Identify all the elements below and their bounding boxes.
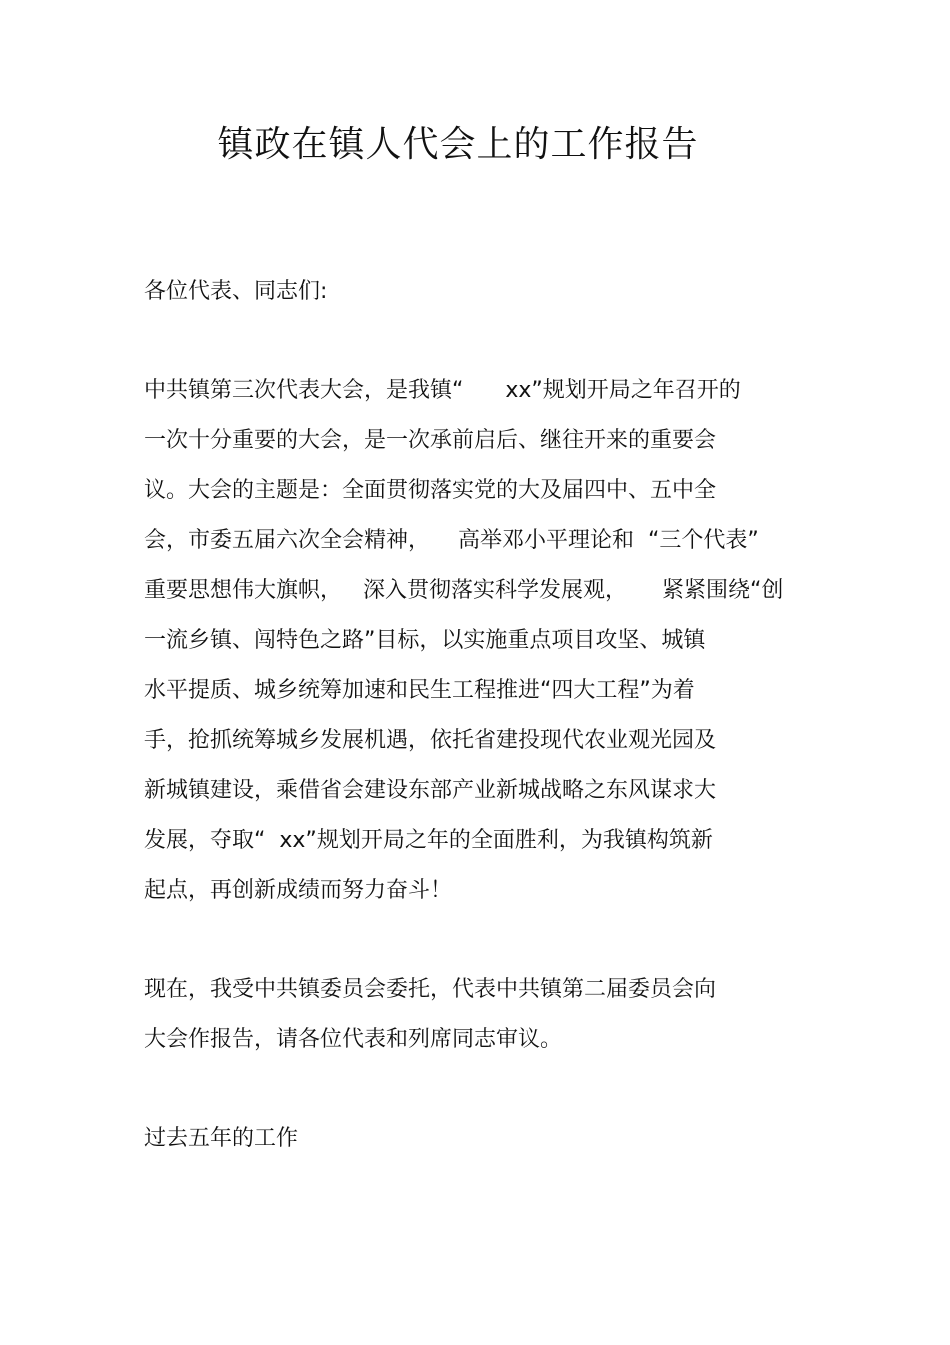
paragraph-line: 现在，我受中共镇委员会委托，代表中共镇第二届委员会向 [144, 977, 717, 1002]
paragraph-line: 一次十分重要的大会，是一次承前启后、继往开来的重要会 [144, 428, 717, 453]
paragraph-line: 中共镇第三次代表大会，是我镇“ xx”规划开局之年召开的 [144, 378, 741, 403]
section-heading: 过去五年的工作 [144, 1126, 299, 1151]
paragraph-line: 手，抢抓统筹城乡发展机遇，依托省建投现代农业观光园及 [144, 728, 717, 753]
document-title: 镇政在镇人代会上的工作报告 [217, 124, 699, 165]
salutation: 各位代表、同志们: [144, 279, 328, 304]
paragraph-line: 起点，再创新成绩而努力奋斗！ [144, 878, 453, 903]
paragraph-line: 会，市委五届六次全会精神， 高举邓小平理论和 “三个代表” [144, 528, 759, 553]
paragraph-line: 大会作报告，请各位代表和列席同志审议。 [144, 1027, 563, 1052]
paragraph-line: 新城镇建设，乘借省会建设东部产业新城战略之东风谋求大 [144, 778, 717, 803]
paragraph-line: 水平提质、城乡统筹加速和民生工程推进“四大工程”为着 [144, 678, 695, 703]
paragraph-line: 发展，夺取“ xx”规划开局之年的全面胜利，为我镇构筑新 [144, 828, 713, 853]
paragraph-line: 重要思想伟大旗帜， 深入贯彻落实科学发展观， 紧紧围绕“创 [144, 578, 784, 603]
paragraph-line: 议。大会的主题是：全面贯彻落实党的大及届四中、五中全 [144, 478, 717, 503]
paragraph-line: 一流乡镇、闯特色之路”目标，以实施重点项目攻坚、城镇 [144, 628, 706, 653]
